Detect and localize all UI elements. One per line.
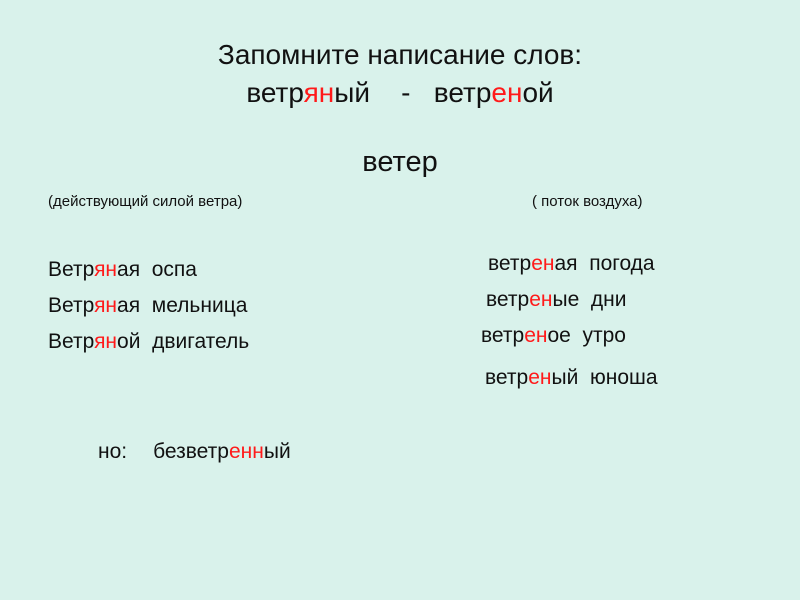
title-word-2-highlight: ен bbox=[491, 77, 523, 108]
word-end: ая оспа bbox=[117, 258, 197, 281]
word-highlight: ян bbox=[94, 294, 118, 317]
note-label: но: bbox=[98, 440, 128, 463]
right-list-item bbox=[485, 366, 658, 390]
note-word-end: ый bbox=[263, 440, 291, 463]
right-list-item bbox=[486, 288, 627, 312]
word-highlight: ен bbox=[528, 366, 552, 389]
word-start: Ветр bbox=[48, 330, 95, 353]
sublabel-left: (действующий силой ветра) bbox=[48, 193, 243, 210]
title-word-2-start: ветр bbox=[433, 77, 492, 108]
title-word-1-end: ый bbox=[334, 77, 371, 108]
title-line-1: Запомните написание слов: bbox=[217, 39, 583, 70]
exception-note bbox=[98, 440, 291, 464]
left-list-item bbox=[48, 324, 249, 360]
word-end: ый юноша bbox=[551, 366, 658, 389]
word-highlight: ен bbox=[529, 288, 553, 311]
word-end: ой двигатель bbox=[117, 330, 250, 353]
left-list bbox=[48, 252, 249, 360]
right-list-item bbox=[488, 252, 655, 276]
note-word-start: безветр bbox=[153, 440, 229, 463]
word-end: ая погода bbox=[554, 252, 655, 275]
word-highlight: ян bbox=[94, 258, 118, 281]
right-list-item bbox=[481, 324, 626, 348]
word-start: ветр bbox=[488, 252, 532, 275]
word-highlight: ен bbox=[524, 324, 548, 347]
sublabel-right: ( поток воздуха) bbox=[532, 193, 643, 210]
word-start: ветр bbox=[485, 366, 529, 389]
word-start: ветр bbox=[486, 288, 530, 311]
word-end: ая мельница bbox=[117, 294, 248, 317]
word-highlight: ен bbox=[531, 252, 555, 275]
word-highlight: ян bbox=[94, 330, 118, 353]
word-end: ые дни bbox=[552, 288, 627, 311]
word-end: ое утро bbox=[547, 324, 626, 347]
title-dash: - bbox=[370, 77, 434, 108]
left-list-item bbox=[48, 288, 249, 324]
title-word-1-highlight: ян bbox=[303, 77, 335, 108]
title-word-2-end: ой bbox=[522, 77, 554, 108]
title-line-2 bbox=[0, 74, 800, 112]
word-start: Ветр bbox=[48, 294, 95, 317]
title-word-1-start: ветр bbox=[246, 77, 304, 108]
word-start: ветр bbox=[481, 324, 525, 347]
left-list-item bbox=[48, 252, 249, 288]
slide-title bbox=[0, 36, 800, 112]
word-start: Ветр bbox=[48, 258, 95, 281]
headword: ветер bbox=[362, 146, 438, 178]
note-word-highlight: енн bbox=[228, 440, 264, 463]
